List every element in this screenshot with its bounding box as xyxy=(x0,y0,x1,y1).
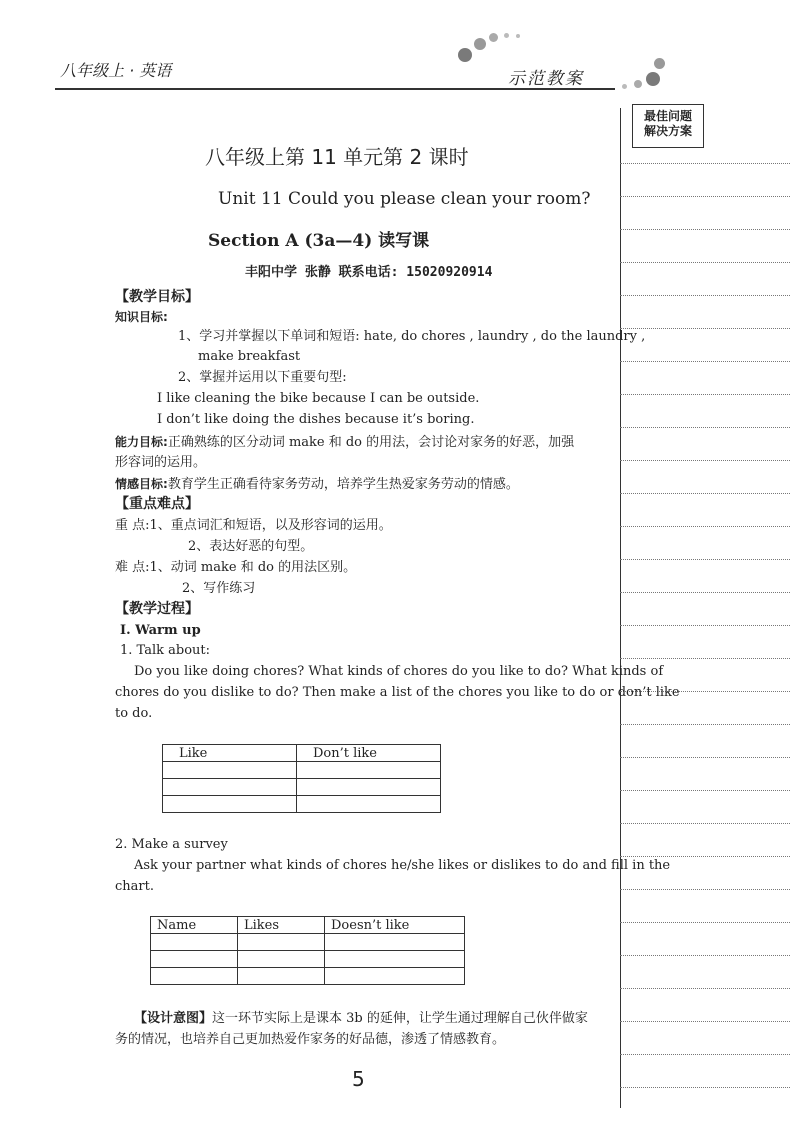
table-header-name: Name xyxy=(151,917,238,934)
table-row xyxy=(163,779,441,796)
key-point-1 xyxy=(115,517,392,535)
table-header-likes: Likes xyxy=(238,917,325,934)
sidebar-note-line xyxy=(620,559,790,560)
sidebar-note-line xyxy=(620,229,790,230)
section-title: Section A (3a—4) 读写课 xyxy=(208,231,430,251)
table-row xyxy=(163,762,441,779)
author-info: 丰阳中学 张静 联系电话: 15020920914 xyxy=(245,265,493,280)
talk-paragraph-line-1: Do you like doing chores? What kinds of chores do you like to do? What kinds of xyxy=(134,664,664,679)
table-row xyxy=(151,968,465,985)
sidebar-note-line xyxy=(620,361,790,362)
table-header-doesnt-like: Doesn’t like xyxy=(325,917,465,934)
key-label: 重 点: xyxy=(115,518,150,533)
sidebar-note-line xyxy=(620,163,790,164)
sidebar-note-line xyxy=(620,1054,790,1055)
lesson-title: 八年级上第 11 单元第 2 课时 xyxy=(205,145,469,169)
header-section-label: 示范教案 xyxy=(508,69,584,89)
sidebar-note-line xyxy=(620,1021,790,1022)
sidebar-note-line xyxy=(620,988,790,989)
objectives-heading: 【教学目标】 xyxy=(115,289,199,305)
sidebar-note-line xyxy=(620,460,790,461)
page-number: 5 xyxy=(352,1067,365,1091)
sidebar-note-line xyxy=(620,757,790,758)
sidebar-note-line xyxy=(620,658,790,659)
emotion-label: 情感目标: xyxy=(115,477,168,491)
sidebar-note-line xyxy=(620,1087,790,1088)
talk-paragraph-line-2: chores do you dislike to do? Then make a list of the chores you like to do or don’t like xyxy=(115,685,680,700)
sidebar-note-line xyxy=(620,328,790,329)
ability-label: 能力目标: xyxy=(115,435,168,449)
key-point-2: 2、表达好恶的句型。 xyxy=(188,539,314,554)
survey-label: 2. Make a survey xyxy=(115,837,228,852)
design-intent-line-2: 务的情况，也培养自己更加热爱作家务的好品德，渗透了情感教育。 xyxy=(115,1032,506,1047)
unit-title: Unit 11 Could you please clean your room? xyxy=(218,189,591,209)
survey-table xyxy=(150,916,465,985)
difficult-point-1 xyxy=(115,559,356,577)
knowledge-item-1-cont: make breakfast xyxy=(198,349,301,364)
ability-text-cont: 形容词的运用。 xyxy=(115,455,207,470)
talk-paragraph-line-3: to do. xyxy=(115,706,153,721)
sidebar-solution-box xyxy=(632,104,704,148)
difficult-text-1: 1、动词 make 和 do 的用法区别。 xyxy=(149,560,357,575)
like-dislike-table xyxy=(162,744,441,813)
emotion-objective xyxy=(115,475,519,494)
sidebar-note-line xyxy=(620,427,790,428)
sidebar-note-line xyxy=(620,625,790,626)
survey-paragraph-line-1: Ask your partner what kinds of chores he/she likes or dislikes to do and fill in the xyxy=(134,858,671,873)
sidebar-note-line xyxy=(620,592,790,593)
ability-objective xyxy=(115,433,574,452)
sentence-pattern-2: I don’t like doing the dishes because it’s boring. xyxy=(157,412,475,427)
key-text-1: 1、重点词汇和短语，以及形容词的运用。 xyxy=(149,518,392,533)
knowledge-item-1: 1、学习并掌握以下单词和短语: hate, do chores , laundry , do the laundry , xyxy=(178,329,646,344)
knowledge-label: 知识目标: xyxy=(115,310,168,324)
sidebar-note-line xyxy=(620,394,790,395)
design-intent-line-1 xyxy=(134,1010,588,1028)
table-header-like: Like xyxy=(163,745,297,762)
talk-about-label: 1. Talk about: xyxy=(120,643,210,658)
sidebar-note-line xyxy=(620,295,790,296)
sentence-pattern-1: I like cleaning the bike because I can be outside. xyxy=(157,391,480,406)
sidebar-note-line xyxy=(620,724,790,725)
difficult-label: 难 点: xyxy=(115,560,150,575)
sidebar-note-line xyxy=(620,790,790,791)
knowledge-item-2: 2、掌握并运用以下重要句型: xyxy=(178,370,347,385)
sidebar-box-line1: 最佳问题 xyxy=(643,109,692,123)
table-row xyxy=(151,951,465,968)
difficult-point-2: 2、写作练习 xyxy=(182,581,256,596)
sidebar-note-line xyxy=(620,823,790,824)
emotion-text: 教育学生正确看待家务劳动，培养学生热爱家务劳动的情感。 xyxy=(167,477,519,492)
sidebar-note-line xyxy=(620,526,790,527)
table-header-dont-like: Don’t like xyxy=(297,745,441,762)
keypoints-heading: 【重点难点】 xyxy=(115,496,199,512)
process-heading: 【教学过程】 xyxy=(115,601,199,617)
sidebar-divider xyxy=(620,108,621,1108)
ability-text: 正确熟练的区分动词 make 和 do 的用法，会讨论对家务的好恶，加强 xyxy=(167,435,575,450)
table-row xyxy=(151,934,465,951)
sidebar-box-line2: 解决方案 xyxy=(643,124,692,138)
design-intent-label: 【设计意图】 xyxy=(134,1011,213,1026)
sidebar-note-line xyxy=(620,889,790,890)
header-book-label: 八年级上 · 英语 xyxy=(60,61,172,80)
sidebar-note-line xyxy=(620,196,790,197)
sidebar-note-line xyxy=(620,955,790,956)
table-row xyxy=(163,796,441,813)
design-intent-text: 这一环节实际上是课本 3b 的延伸，让学生通过理解自己伙伴做家 xyxy=(212,1011,588,1026)
warmup-heading: I. Warm up xyxy=(120,623,201,638)
sidebar-note-line xyxy=(620,493,790,494)
sidebar-note-line xyxy=(620,922,790,923)
survey-paragraph-line-2: chart. xyxy=(115,879,154,894)
sidebar-note-line xyxy=(620,262,790,263)
